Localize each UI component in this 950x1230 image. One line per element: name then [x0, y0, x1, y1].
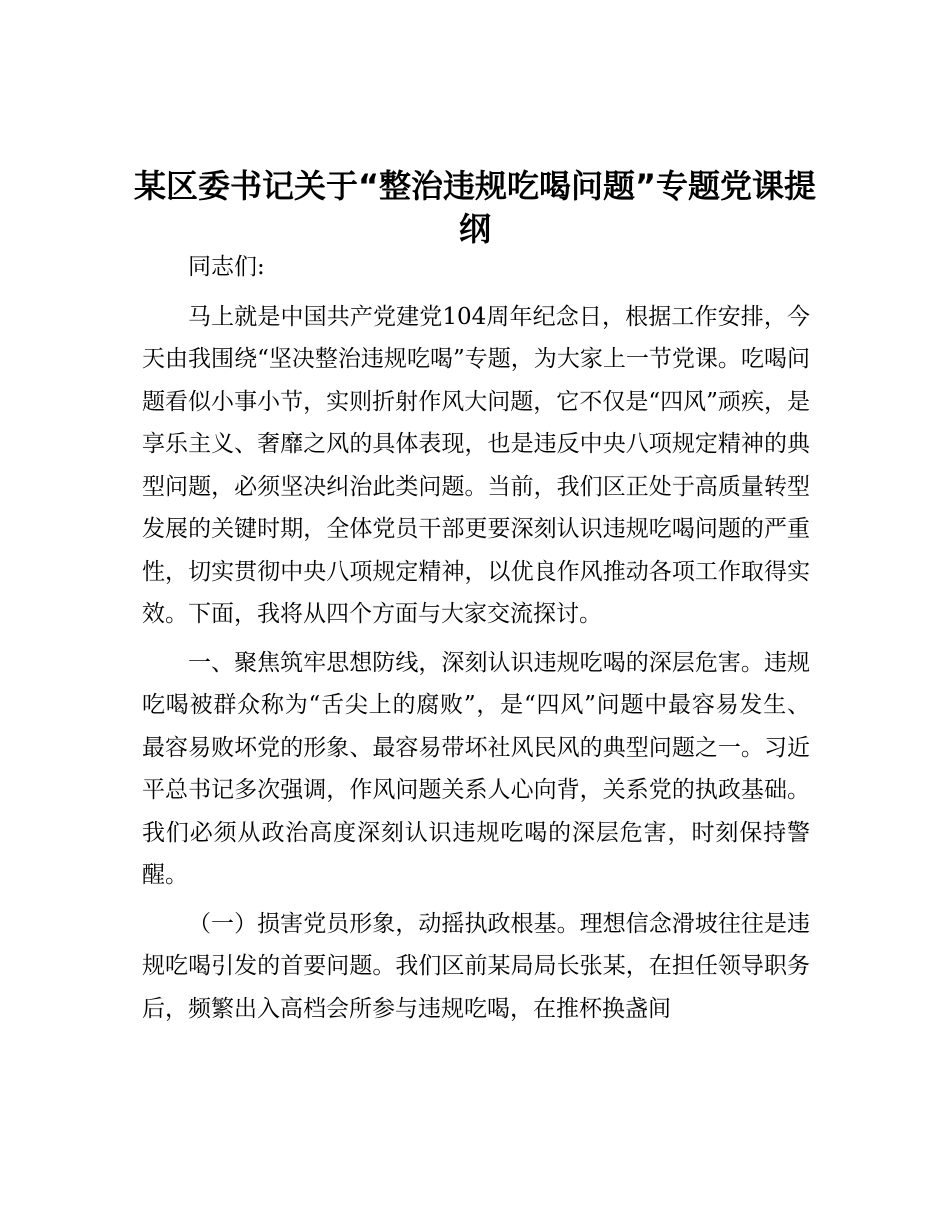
paragraph-intro: 马上就是中国共产党建党104周年纪念日，根据工作安排，今天由我围绕“坚决整治违规吃喝”专题，为大家上一节党课。吃喝问题看似小事小节，实则折射作风大问题，它不仅是“四风”顽疾，是享乐主义、奢靡之风的具体表现，也是违反中央八项规定精神的典型问题，必须坚决纠治此类问题。当前，我们区正处于高质量转型发展的关键时期，全体党员干部更要深刻认识违规吃喝问题的严重性，切实贯彻中央八项规定精神，以优良作风推动各项工作取得实效。下面，我将从四个方面与大家交流探讨。: [142, 303, 810, 627]
paragraph-section-one: 一、聚焦筑牢思想防线，深刻认识违规吃喝的深层危害。违规吃喝被群众称为“舌尖上的腐败”，是“四风”问题中最容易发生、最容易败坏党的形象、最容易带坏社风民风的典型问题之一。习近平总书记多次强调，作风问题关系人心向背，关系党的执政基础。我们必须从政治高度深刻认识违规吃喝的深层危害，时刻保持警醒。: [142, 649, 810, 888]
paragraph-subsection-one: （一）损害党员形象，动摇执政根基。理想信念滑坡往往是违规吃喝引发的首要问题。我们区前某局局长张某，在担任领导职务后，频繁出入高档会所参与违规吃喝，在推杯换盏间: [142, 910, 810, 1022]
document-title: 某区委书记关于“整治违规吃喝问题”专题党课提纲: [133, 167, 817, 248]
document-body: [142, 246, 810, 1036]
salutation: 同志们:: [188, 254, 265, 280]
